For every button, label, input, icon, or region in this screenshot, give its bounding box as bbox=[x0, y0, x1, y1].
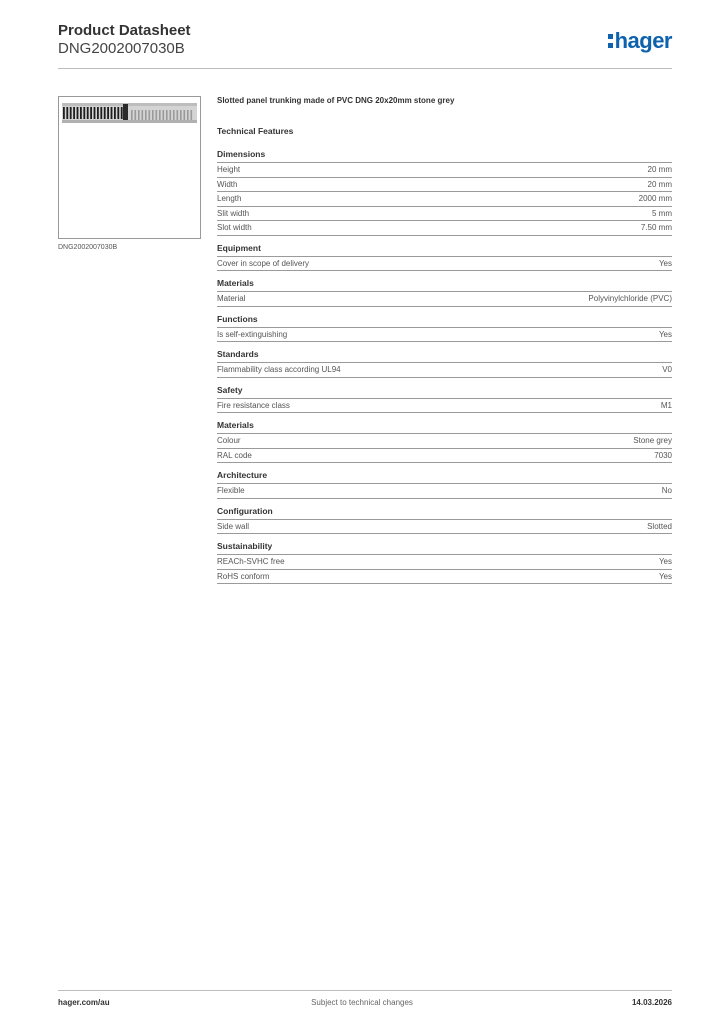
feature-value: Yes bbox=[658, 329, 672, 339]
section-title: Functions bbox=[217, 314, 672, 328]
feature-value: V0 bbox=[662, 365, 672, 374]
logo-text: hager bbox=[614, 28, 672, 53]
feature-label: Cover in scope of delivery bbox=[217, 258, 310, 268]
product-image bbox=[58, 96, 201, 239]
feature-row bbox=[217, 292, 672, 307]
section-title: Sustainability bbox=[217, 541, 672, 555]
feature-section bbox=[217, 420, 672, 463]
header-divider bbox=[58, 68, 672, 69]
feature-row bbox=[217, 484, 672, 499]
feature-row bbox=[217, 570, 672, 585]
section-title: Materials bbox=[217, 420, 672, 434]
feature-label: Is self-extinguishing bbox=[217, 329, 288, 339]
feature-value: Yes bbox=[658, 258, 672, 268]
feature-row bbox=[217, 207, 672, 222]
hager-logo bbox=[608, 28, 672, 54]
feature-row bbox=[217, 221, 672, 236]
section-title: Equipment bbox=[217, 243, 672, 257]
feature-section bbox=[217, 541, 672, 584]
feature-value: No bbox=[661, 486, 672, 495]
product-description: Slotted panel trunking made of PVC DNG 20x20mm stone grey bbox=[217, 96, 455, 105]
footer-website: hager.com/au bbox=[58, 998, 110, 1007]
page-title: Product Datasheet bbox=[58, 22, 191, 39]
feature-value: Yes bbox=[658, 557, 672, 566]
feature-label: REACh-SVHC free bbox=[217, 557, 285, 566]
feature-label: Fire resistance class bbox=[217, 400, 290, 410]
section-title: Dimensions bbox=[217, 149, 672, 163]
feature-value: Slotted bbox=[647, 521, 672, 531]
feature-section bbox=[217, 506, 672, 535]
feature-label: Height bbox=[217, 165, 241, 174]
feature-row bbox=[217, 399, 672, 414]
feature-value: M1 bbox=[660, 400, 672, 410]
image-caption: DNG2002007030B bbox=[58, 244, 118, 251]
feature-row bbox=[217, 449, 672, 464]
footer-date: 14.03.2026 bbox=[631, 998, 672, 1007]
feature-value: Polyvinylchloride (PVC) bbox=[588, 294, 672, 303]
section-title: Safety bbox=[217, 385, 672, 399]
feature-value: 20 mm bbox=[647, 165, 672, 174]
feature-label: Width bbox=[217, 179, 238, 189]
feature-row bbox=[217, 555, 672, 570]
feature-section bbox=[217, 314, 672, 343]
section-title: Standards bbox=[217, 349, 672, 363]
feature-label: Flammability class according UL94 bbox=[217, 365, 341, 374]
feature-section bbox=[217, 243, 672, 272]
feature-row bbox=[217, 328, 672, 343]
datasheet-content bbox=[217, 96, 672, 591]
feature-row bbox=[217, 178, 672, 193]
feature-label: Side wall bbox=[217, 521, 250, 531]
logo-mark-icon bbox=[608, 28, 613, 48]
feature-value: Yes bbox=[658, 571, 672, 581]
feature-value: Stone grey bbox=[633, 436, 672, 445]
feature-label: Slit width bbox=[217, 208, 250, 218]
feature-value: 7030 bbox=[654, 450, 672, 460]
section-title: Materials bbox=[217, 278, 672, 292]
feature-label: RoHS conform bbox=[217, 571, 270, 581]
footer-notice: Subject to technical changes bbox=[311, 998, 413, 1007]
feature-label: Flexible bbox=[217, 486, 245, 495]
feature-sections bbox=[217, 149, 672, 584]
feature-section bbox=[217, 149, 672, 236]
feature-row bbox=[217, 363, 672, 378]
feature-row bbox=[217, 434, 672, 449]
trunking-illustration-icon bbox=[59, 97, 200, 238]
feature-label: Colour bbox=[217, 436, 241, 445]
feature-label: Length bbox=[217, 194, 242, 203]
feature-section bbox=[217, 278, 672, 307]
technical-features-heading: Technical Features bbox=[217, 126, 294, 136]
feature-value: 5 mm bbox=[652, 208, 672, 218]
feature-section bbox=[217, 349, 672, 378]
feature-label: RAL code bbox=[217, 450, 252, 460]
feature-value: 20 mm bbox=[647, 179, 672, 189]
product-code: DNG2002007030B bbox=[58, 40, 185, 57]
feature-label: Material bbox=[217, 294, 246, 303]
feature-row bbox=[217, 520, 672, 535]
feature-value: 7.50 mm bbox=[640, 223, 672, 232]
feature-section bbox=[217, 470, 672, 499]
feature-value: 2000 mm bbox=[638, 194, 672, 203]
feature-row bbox=[217, 163, 672, 178]
feature-label: Slot width bbox=[217, 223, 252, 232]
section-title: Configuration bbox=[217, 506, 672, 520]
feature-row bbox=[217, 192, 672, 207]
section-title: Architecture bbox=[217, 470, 672, 484]
footer-divider bbox=[58, 990, 672, 991]
feature-section bbox=[217, 385, 672, 414]
feature-row bbox=[217, 257, 672, 272]
